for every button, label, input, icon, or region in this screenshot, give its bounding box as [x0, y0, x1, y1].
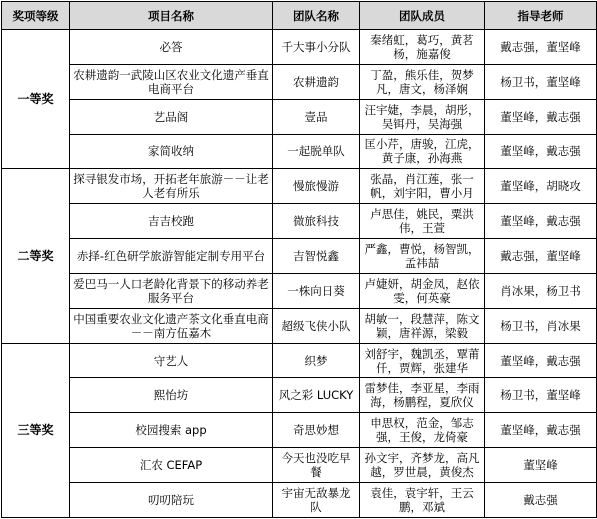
- team-members-cell: 刘舒宇，魏凯丞，覃莆仟，贾辉，张建华: [360, 343, 485, 378]
- table-body: [2, 30, 597, 518]
- table-row: [2, 239, 597, 274]
- team-name-cell: 织梦: [273, 343, 360, 378]
- project-name-cell: 熙怡坊: [70, 378, 273, 413]
- team-name-cell: 宇宙无敌暴龙队: [273, 482, 360, 517]
- team-members-cell: 张晶，肖江莲，张一帆，刘宇阳，曹小月: [360, 169, 485, 204]
- team-members-cell: 匡小芹，唐骏，江虎，黄子康，孙海燕: [360, 134, 485, 169]
- advisors-cell: 董坚峰，戴志强: [485, 99, 597, 134]
- team-name-cell: 今天也没吃早餐: [273, 448, 360, 483]
- project-name-cell: 家简收纳: [70, 134, 273, 169]
- header-members: 团队成员: [360, 2, 485, 30]
- team-members-cell: 申思权，范金，邹志强，王俊，龙倚豪: [360, 413, 485, 448]
- advisors-cell: 董坚峰，戴志强: [485, 413, 597, 448]
- advisors-cell: 董坚峰: [485, 448, 597, 483]
- table-row: [2, 64, 597, 99]
- header-level: 奖项等级: [2, 2, 70, 30]
- project-name-cell: 叨叨陪玩: [70, 482, 273, 517]
- header-advisors: 指导老师: [485, 2, 597, 30]
- award-level-cell: 三等奖: [2, 343, 70, 517]
- table-row: [2, 273, 597, 308]
- table-row: [2, 30, 597, 65]
- team-name-cell: 超级飞侠小队: [273, 308, 360, 343]
- team-name-cell: 千大事小分队: [273, 30, 360, 65]
- project-name-cell: 探寻银发市场，开拓老年旅游－－让老人老有所乐: [70, 169, 273, 204]
- table-row: [2, 204, 597, 239]
- advisors-cell: 戴志强，董坚峰: [485, 30, 597, 65]
- team-members-cell: 汪宇婕，李晨，胡彤，吴铒丹，吴海强: [360, 99, 485, 134]
- table-row: [2, 308, 597, 343]
- project-name-cell: 必答: [70, 30, 273, 65]
- advisors-cell: 戴志强，董坚峰: [485, 239, 597, 274]
- advisors-cell: 杨卫书，董坚峰: [485, 64, 597, 99]
- project-name-cell: 农耕遗韵一武陵山区农业文化遗产垂直电商平台: [70, 64, 273, 99]
- header-row: [2, 2, 597, 30]
- header-team: 团队名称: [273, 2, 360, 30]
- team-name-cell: 一起脱单队: [273, 134, 360, 169]
- team-name-cell: 微旅科技: [273, 204, 360, 239]
- team-name-cell: 奇思妙想: [273, 413, 360, 448]
- table-row: [2, 413, 597, 448]
- team-members-cell: 丁盈，熊乐佳，贺梦凡，唐文，杨泽娴: [360, 64, 485, 99]
- advisors-cell: 杨卫书，肖冰果: [485, 308, 597, 343]
- table-row: [2, 169, 597, 204]
- advisors-cell: 董坚峰，戴志强: [485, 204, 597, 239]
- project-name-cell: 校园搜索 app: [70, 413, 273, 448]
- advisors-cell: 董坚峰，胡晓攻: [485, 169, 597, 204]
- table-row: [2, 378, 597, 413]
- project-name-cell: 赤择-红色研学旅游智能定制专用平台: [70, 239, 273, 274]
- team-members-cell: 严鑫，曹悦，杨智凯，孟祎喆: [360, 239, 485, 274]
- project-name-cell: 汇农 CEFAP: [70, 448, 273, 483]
- team-name-cell: 风之彩 LUCKY: [273, 378, 360, 413]
- team-members-cell: 孙文宇，齐梦龙，高凡越，罗世晨，黄俊杰: [360, 448, 485, 483]
- team-name-cell: 农耕遗韵: [273, 64, 360, 99]
- team-members-cell: 袁佳，袁宇轩，王云鹏，邓斌: [360, 482, 485, 517]
- team-members-cell: 胡敏一，段慧萍，陈文颖，唐祥源，梁毅: [360, 308, 485, 343]
- advisors-cell: 董坚峰，戴志强: [485, 343, 597, 378]
- table-row: [2, 448, 597, 483]
- team-members-cell: 卢思佳，姚民，粟洪伟，王萱: [360, 204, 485, 239]
- advisors-cell: 董坚峰，戴志强: [485, 134, 597, 169]
- table-row: [2, 134, 597, 169]
- team-members-cell: 卢婕妍，胡金凤，赵依雯，何英豪: [360, 273, 485, 308]
- awards-table: [1, 1, 597, 518]
- project-name-cell: 中国重要农业文化遗产茶文化垂直电商－－南方伍嘉木: [70, 308, 273, 343]
- project-name-cell: 爱巴马一人口老龄化背景下的移动养老服务平台: [70, 273, 273, 308]
- team-name-cell: 壹品: [273, 99, 360, 134]
- project-name-cell: 艺品阁: [70, 99, 273, 134]
- advisors-cell: 杨卫书，董坚峰: [485, 378, 597, 413]
- table-row: [2, 343, 597, 378]
- team-name-cell: 一株向日葵: [273, 273, 360, 308]
- project-name-cell: 吉吉校跑: [70, 204, 273, 239]
- project-name-cell: 守艺人: [70, 343, 273, 378]
- table-row: [2, 99, 597, 134]
- team-name-cell: 吉智悦鑫: [273, 239, 360, 274]
- table-row: [2, 482, 597, 517]
- team-name-cell: 慢旅慢游: [273, 169, 360, 204]
- header-project: 项目名称: [70, 2, 273, 30]
- team-members-cell: 秦绪虹，葛巧，黄茗杨，施嘉俊: [360, 30, 485, 65]
- advisors-cell: 戴志强: [485, 482, 597, 517]
- team-members-cell: 雷梦佳，李亚星，李雨海，杨鹏程，夏欣仪: [360, 378, 485, 413]
- award-level-cell: 二等奖: [2, 169, 70, 343]
- advisors-cell: 肖冰果，杨卫书: [485, 273, 597, 308]
- award-level-cell: 一等奖: [2, 30, 70, 169]
